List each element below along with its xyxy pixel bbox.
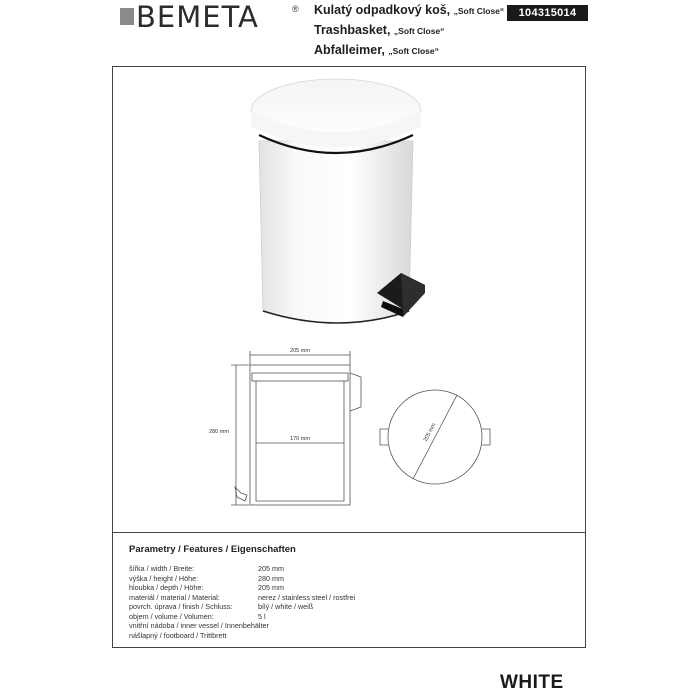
color-label: WHITE (500, 672, 564, 693)
parameter-row: vnitřní nádoba / inner vessel / Innenbehälter (129, 621, 269, 630)
product-name-de: Abfalleimer, „Soft Close“ (314, 43, 439, 57)
top-view (380, 390, 490, 484)
parameter-row: hloubka / depth / Höhe: 205 mm (129, 583, 284, 592)
parameter-row: výška / height / Höhe: 280 mm (129, 573, 284, 583)
parameters-section (129, 544, 569, 640)
width-dimension-label: 205 mm (290, 348, 310, 354)
product-image (113, 67, 585, 337)
parameter-row: materiál / material / Material: nerez / stainless steel / rostfrei (129, 592, 356, 602)
parameter-row: nášlapný / footboard / Trittbrett (129, 630, 227, 640)
technical-drawing (113, 337, 585, 531)
logo-mark-icon (120, 8, 134, 25)
parameters-heading: Parametry / Features / Eigenschaften (129, 544, 296, 555)
parameter-row: povrch. úprava / finish / Schluss: bílý / white / weiß (129, 602, 314, 611)
inner-width-label: 170 mm (290, 436, 310, 442)
product-titles (314, 1, 504, 61)
diameter-dimension-label: 205 mm (422, 422, 438, 443)
product-name-en: Trashbasket, „Soft Close“ (314, 23, 445, 37)
registered-mark: ® (292, 4, 299, 14)
dimension-drawing (113, 337, 585, 531)
logo-text: BEMETA (136, 0, 259, 34)
section-divider (112, 532, 586, 533)
trash-bin-illustration (113, 67, 585, 337)
height-dimension-label: 280 mm (209, 429, 229, 435)
product-name-cz: Kulatý odpadkový koš, „Soft Close“ (314, 3, 505, 17)
bemeta-logo (120, 2, 305, 38)
parameter-row: šířka / width / Breite: 205 mm (129, 564, 284, 573)
product-code: 104315014 (507, 5, 588, 21)
header (0, 0, 700, 60)
parameter-row: objem / volume / Volumen: 5 l (129, 611, 266, 621)
